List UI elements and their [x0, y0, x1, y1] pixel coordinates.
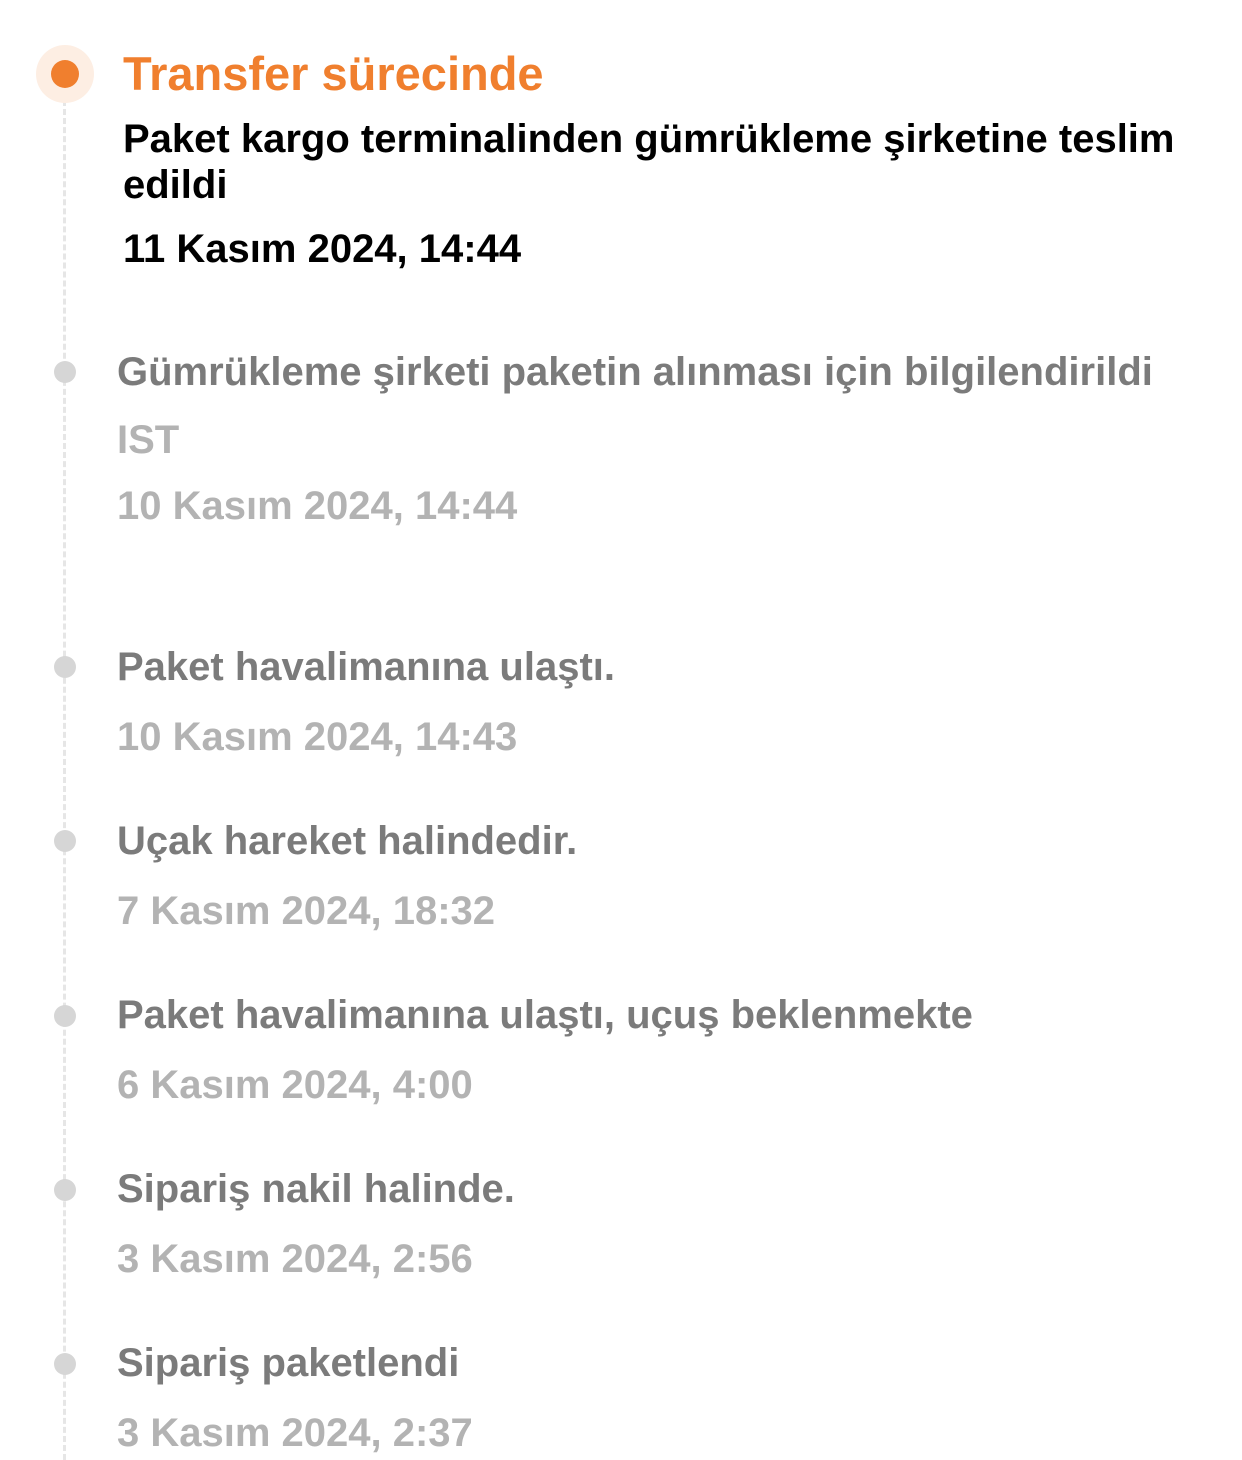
event-dot-icon: [54, 1353, 76, 1375]
timeline-event: [117, 1162, 1197, 1282]
timeline-event: [117, 1336, 1197, 1456]
timeline-event: [117, 988, 1197, 1108]
event-date: 3 Kasım 2024, 2:37: [117, 1411, 473, 1455]
event-date: 6 Kasım 2024, 4:00: [117, 1063, 473, 1107]
current-step-description: Paket kargo terminalinden gümrükleme şirketine teslim edildi: [123, 117, 1175, 207]
event-dot-icon: [54, 656, 76, 678]
event-dot-icon: [54, 830, 76, 852]
event-title: Uçak hareket halindedir.: [117, 819, 578, 863]
current-step-status: Transfer sürecinde: [123, 47, 544, 100]
event-dot-icon: [54, 361, 76, 383]
timeline-event: [117, 814, 1197, 934]
event-title: Paket havalimanına ulaştı.: [117, 645, 615, 689]
event-title: Sipariş paketlendi: [117, 1341, 460, 1385]
event-dot-icon: [54, 1179, 76, 1201]
event-title: Paket havalimanına ulaştı, uçuş beklenmekte: [117, 993, 973, 1037]
current-step-dot-icon: [51, 60, 79, 88]
event-title: Sipariş nakil halinde.: [117, 1167, 515, 1211]
current-step-date: 11 Kasım 2024, 14:44: [123, 227, 522, 271]
event-dot-icon: [54, 1005, 76, 1027]
event-date: 10 Kasım 2024, 14:43: [117, 715, 518, 759]
timeline-event: [117, 345, 1197, 529]
current-step: [123, 46, 1183, 272]
timeline-rail: [63, 100, 66, 1460]
event-location: IST: [117, 418, 180, 462]
event-title: Gümrükleme şirketi paketin alınması için bilgilendirildi: [117, 350, 1153, 394]
event-date: 10 Kasım 2024, 14:44: [117, 484, 518, 528]
timeline-event: [117, 640, 1197, 760]
event-date: 7 Kasım 2024, 18:32: [117, 889, 496, 933]
event-date: 3 Kasım 2024, 2:56: [117, 1237, 473, 1281]
